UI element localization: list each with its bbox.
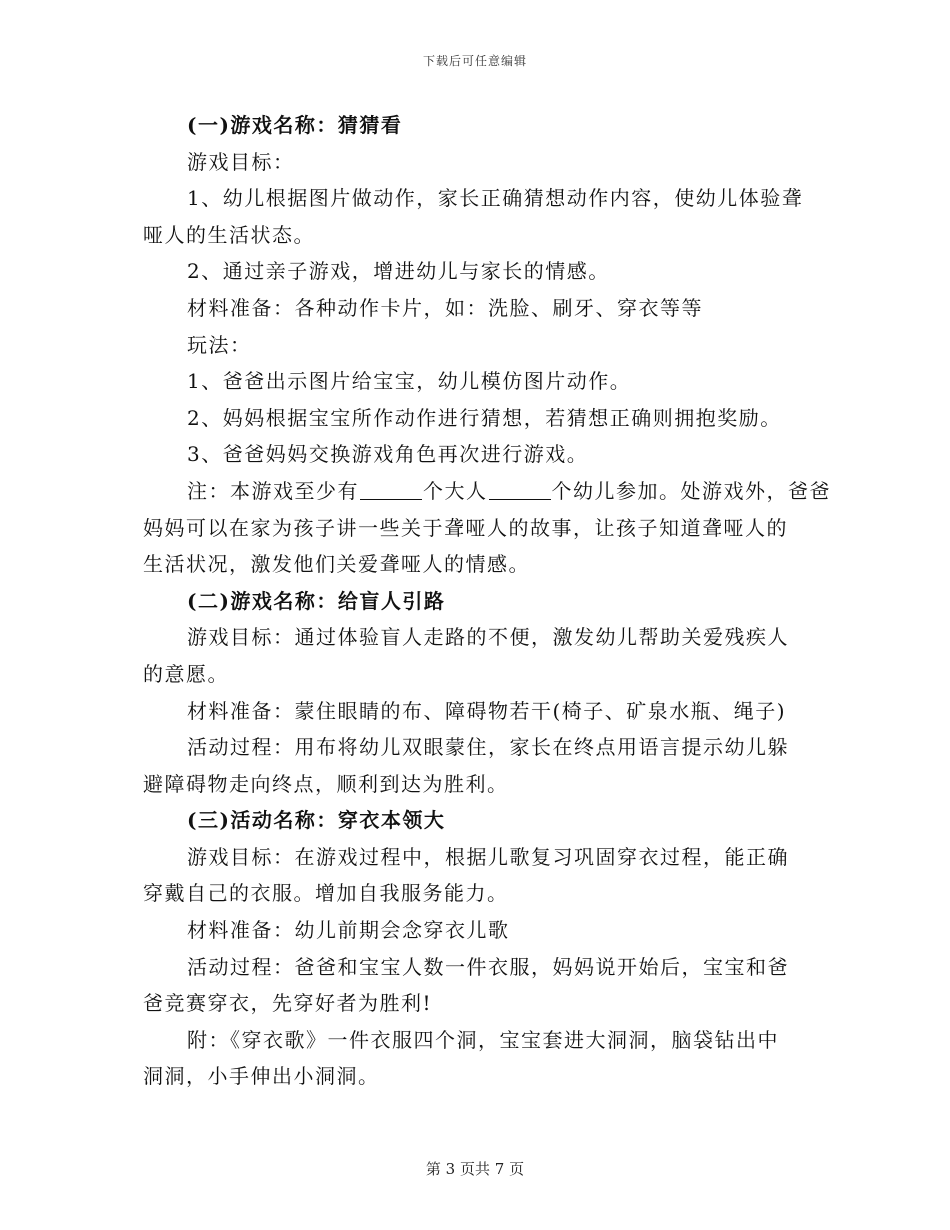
paragraph-line: 哑人的生活状态。	[143, 222, 315, 247]
paragraph-line: 材料准备：蒙住眼睛的布、障碍物若干(椅子、矿泉水瓶、绳子)	[187, 698, 787, 723]
paragraph-line: 附：《穿衣歌》一件衣服四个洞，宝宝套进大洞洞，脑袋钻出中	[187, 1027, 779, 1052]
paragraph-line: 游戏目标：	[187, 149, 295, 174]
paragraph-line: 3、爸爸妈妈交换游戏角色再次进行游戏。	[187, 442, 589, 467]
note-text: 注：本游戏至少有	[187, 478, 359, 503]
note-text: 个大人	[423, 478, 488, 503]
paragraph-line: 材料准备：各种动作卡片，如：洗脸、刷牙、穿衣等等	[187, 295, 703, 320]
page-number: 第 3 页共 7 页	[425, 1160, 525, 1178]
paragraph-line: 1、爸爸出示图片给宝宝，幼儿模仿图片动作。	[187, 369, 632, 394]
paragraph-line: 玩法：	[187, 332, 252, 357]
note-text: 个幼儿参加。处游戏外，爸爸	[551, 478, 831, 503]
paragraph-line: 的意愿。	[143, 661, 229, 686]
section-heading: (三)活动名称：穿衣本领大	[187, 808, 446, 833]
page-header: 下载后可任意编辑	[422, 54, 527, 68]
paragraph-line: 1、幼儿根据图片做动作，家长正确猜想动作内容，使幼儿体验聋	[187, 186, 804, 211]
document-body	[143, 107, 831, 1095]
paragraph-line: 2、妈妈根据宝宝所作动作进行猜想，若猜想正确则拥抱奖励。	[187, 405, 782, 430]
paragraph-line: 游戏目标：通过体验盲人走路的不便，激发幼儿帮助关爱残疾人	[187, 625, 789, 650]
fill-in-blank	[360, 479, 422, 500]
section-heading: (二)游戏名称：给盲人引路	[187, 588, 446, 613]
paragraph-line: 洞洞，小手伸出小洞洞。	[143, 1064, 380, 1089]
paragraph-line: 2、通过亲子游戏，增进幼儿与家长的情感。	[187, 259, 610, 284]
section-heading: (一)游戏名称：猜猜看	[187, 113, 403, 137]
paragraph-line: 避障碍物走向终点，顺利到达为胜利。	[143, 771, 509, 796]
fill-in-blank	[489, 479, 551, 500]
paragraph-line: 生活状况，激发他们关爱聋哑人的情感。	[143, 552, 530, 577]
paragraph-line: 游戏目标：在游戏过程中，根据儿歌复习巩固穿衣过程，能正确	[187, 844, 789, 869]
note-line	[143, 473, 831, 510]
paragraph-line: 材料准备：幼儿前期会念穿衣儿歌	[187, 918, 510, 943]
paragraph-line: 爸竞赛穿衣，先穿好者为胜利!	[143, 991, 433, 1016]
paragraph-line: 穿戴自己的衣服。增加自我服务能力。	[143, 881, 509, 906]
paragraph-line: 活动过程：用布将幼儿双眼蒙住，家长在终点用语言提示幼儿躲	[187, 735, 789, 760]
paragraph-line: 活动过程：爸爸和宝宝人数一件衣服，妈妈说开始后，宝宝和爸	[187, 954, 789, 979]
paragraph-line: 妈妈可以在家为孩子讲一些关于聋哑人的故事，让孩子知道聋哑人的	[143, 515, 788, 540]
